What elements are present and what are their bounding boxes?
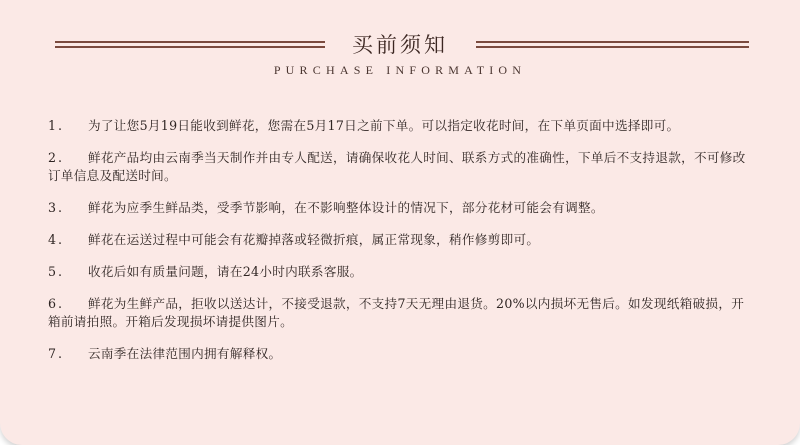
notice-item — [48, 231, 748, 249]
section-header — [0, 24, 800, 84]
notice-text: 鲜花为生鲜产品，拒收以送达计，不接受退款，不支持7天无理由退货。20%以内损坏无售后。如发现纸箱破损，开箱前请拍照。开箱后发现损坏请提供图片。 — [48, 296, 745, 329]
notice-item — [48, 295, 748, 331]
notice-text: 云南季在法律范围内拥有解释权。 — [88, 346, 282, 361]
notice-list — [48, 117, 748, 377]
notice-number: 7. — [48, 346, 65, 361]
notice-number: 4. — [48, 232, 65, 247]
notice-text: 鲜花在运送过程中可能会有花瓣掉落或轻微折痕，属正常现象，稍作修剪即可。 — [88, 232, 540, 247]
notice-text: 为了让您5月19日能收到鲜花，您需在5月17日之前下单。可以指定收花时间，在下单页面中选择即可。 — [88, 118, 680, 133]
notice-number: 1. — [48, 118, 65, 133]
notice-item — [48, 345, 748, 363]
notice-text: 收花后如有质量问题，请在24小时内联系客服。 — [88, 264, 363, 279]
notice-text: 鲜花为应季生鲜品类，受季节影响，在不影响整体设计的情况下，部分花材可能会有调整。 — [88, 200, 604, 215]
notice-item — [48, 149, 748, 185]
section-title: 买前须知 — [352, 33, 448, 57]
notice-item — [48, 263, 748, 281]
section-subtitle: PURCHASE INFORMATION — [273, 63, 527, 77]
notice-text: 鲜花产品均由云南季当天制作并由专人配送，请确保收花人时间、联系方式的准确性，下单后不支持退款，不可修改订单信息及配送时间。 — [48, 150, 746, 183]
notice-number: 5. — [48, 264, 65, 279]
notice-item — [48, 117, 748, 135]
notice-item — [48, 199, 748, 217]
notice-number: 2. — [48, 150, 65, 165]
notice-number: 6. — [48, 296, 65, 311]
notice-number: 3. — [48, 200, 65, 215]
